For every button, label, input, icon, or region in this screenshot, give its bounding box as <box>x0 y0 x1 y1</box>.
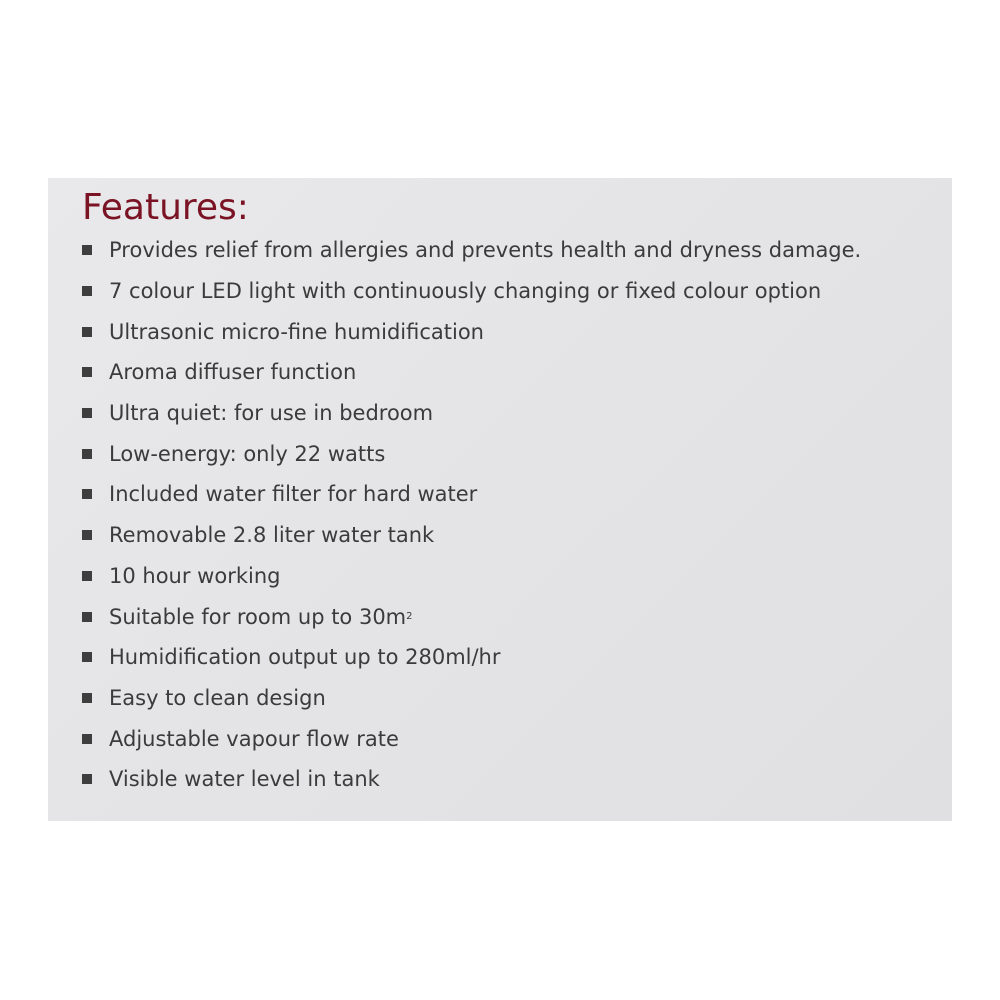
feature-item <box>82 678 861 719</box>
feature-item <box>82 352 861 393</box>
features-card <box>48 178 952 821</box>
feature-item <box>82 637 861 678</box>
feature-item <box>82 393 861 434</box>
features-title: Features: <box>82 187 249 228</box>
features-list <box>82 230 861 800</box>
feature-item <box>82 759 861 800</box>
feature-text: 10 hour working <box>109 563 281 588</box>
feature-text: Adjustable vapour flow rate <box>109 726 399 751</box>
feature-text: Suitable for room up to 30m <box>109 604 407 629</box>
square-bullet-icon <box>82 286 92 296</box>
feature-item <box>82 474 861 515</box>
square-bullet-icon <box>82 571 92 581</box>
square-bullet-icon <box>82 734 92 744</box>
square-bullet-icon <box>82 449 92 459</box>
feature-item <box>82 230 861 271</box>
feature-item <box>82 271 861 312</box>
feature-text: Low-energy: only 22 watts <box>109 441 386 466</box>
feature-item <box>82 433 861 474</box>
square-bullet-icon <box>82 530 92 540</box>
square-bullet-icon <box>82 489 92 499</box>
square-bullet-icon <box>82 774 92 784</box>
feature-text: Aroma diffuser function <box>109 360 357 385</box>
feature-item <box>82 556 861 597</box>
square-bullet-icon <box>82 367 92 377</box>
feature-text: Provides relief from allergies and prevents health and dryness damage. <box>109 238 862 263</box>
feature-text: Removable 2.8 liter water tank <box>109 523 435 548</box>
feature-text: Included water filter for hard water <box>109 482 478 507</box>
square-bullet-icon <box>82 652 92 662</box>
feature-text: Easy to clean design <box>109 685 326 710</box>
feature-item <box>82 718 861 759</box>
feature-text: Ultra quiet: for use in bedroom <box>109 401 434 426</box>
square-bullet-icon <box>82 693 92 703</box>
square-bullet-icon <box>82 327 92 337</box>
feature-text: Humidification output up to 280ml/hr <box>109 645 501 670</box>
feature-text: Visible water level in tank <box>109 767 380 792</box>
square-bullet-icon <box>82 245 92 255</box>
square-bullet-icon <box>82 612 92 622</box>
feature-text: Ultrasonic micro-fine humidification <box>109 319 484 344</box>
feature-text: 7 colour LED light with continuously changing or fixed colour option <box>109 279 822 304</box>
feature-item: Suitable for room up to 30m 2 <box>82 596 861 637</box>
square-bullet-icon <box>82 408 92 418</box>
feature-item <box>82 311 861 352</box>
feature-item <box>82 515 861 556</box>
